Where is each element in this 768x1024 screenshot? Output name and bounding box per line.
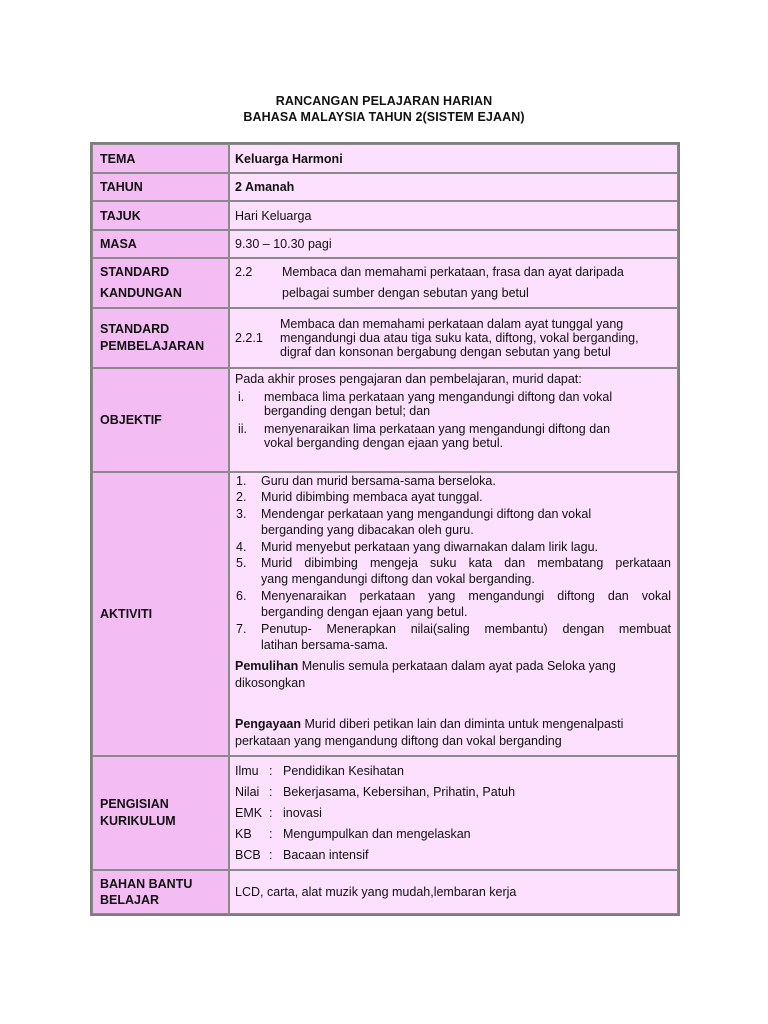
pengayaan-line2: perkataan yang mengandung diftong dan vokal berganding (235, 733, 562, 748)
objektif-item-line1: membaca lima perkataan yang mengandungi diftong dan vokal (264, 390, 613, 404)
standard-kandungan-line2: pelbagai sumber dengan sebutan yang betul (282, 286, 529, 300)
kurikulum-item: EMK : inovasi (235, 805, 322, 820)
label-bahan-line1: BAHAN BANTU (100, 877, 193, 891)
table-row-aktiviti (92, 472, 678, 756)
label-bahan-bantu (92, 870, 229, 914)
label-masa: MASA (92, 230, 229, 258)
value-standard-pembelajaran (229, 308, 678, 368)
value-bahan-bantu: LCD, carta, alat muzik yang mudah,lembaran kerja (229, 870, 678, 914)
pemulihan-text: Menulis semula perkataan dalam ayat pada Seloka yang (298, 659, 616, 674)
aktiviti-step: 2. Murid dibimbing membaca ayat tunggal. (236, 490, 483, 505)
label-standard-pembelajaran-line2: PEMBELAJARAN (100, 339, 205, 353)
label-standard-kandungan (92, 258, 229, 308)
label-tahun: TAHUN (92, 173, 229, 201)
table-row-objektif (92, 368, 678, 472)
label-pengisian-line2: KURIKULUM (100, 814, 176, 828)
value-objektif (229, 368, 678, 472)
objektif-item-line2: vokal berganding dengan ejaan yang betul. (264, 436, 504, 450)
objektif-list (235, 390, 671, 450)
objektif-item (235, 422, 671, 450)
aktiviti-step: 4. Murid menyebut perkataan yang diwarnakan dalam lirik lagu. (236, 539, 598, 554)
label-standard-pembelajaran-line1: STANDARD (100, 322, 170, 336)
kurikulum-item: KB : Mengumpulkan dan mengelaskan (235, 826, 471, 841)
table-row-tema (92, 144, 678, 173)
value-tahun: 2 Amanah (229, 173, 678, 201)
table-row-masa (92, 230, 678, 258)
standard-pembelajaran-number: 2.2.1 (235, 331, 263, 345)
label-objektif: OBJEKTIF (92, 368, 229, 472)
kurikulum-item: Ilmu : Pendidikan Kesihatan (235, 763, 404, 778)
aktiviti-step: 3. Mendengar perkataan yang mengandungi diftong dan vokal berganding yang dibacakan oleh guru. (236, 506, 592, 538)
value-tema: Keluarga Harmoni (229, 144, 678, 173)
kurikulum-item: BCB : Bacaan intensif (235, 847, 369, 862)
objektif-item-line1: menyenaraikan lima perkataan yang mengandungi diftong dan (264, 422, 611, 436)
table-row-tajuk (92, 201, 678, 230)
label-pengisian-kurikulum (92, 756, 229, 870)
label-tema: TEMA (92, 144, 229, 173)
value-masa: 9.30 – 10.30 pagi (229, 230, 678, 258)
objektif-item-line2: berganding dengan betul; dan (264, 404, 431, 418)
value-tajuk: Hari Keluarga (229, 201, 678, 230)
table-row-bahan-bantu (92, 870, 678, 914)
value-aktiviti (229, 472, 678, 756)
objektif-marker: ii. (238, 422, 248, 436)
value-standard-kandungan (229, 258, 678, 308)
pengayaan-label: Pengayaan (235, 717, 302, 732)
aktiviti-step: 6. Menyenaraikan perkataan yang mengandungi diftong dan vokal berganding dengan ejaan yang betul. (236, 588, 671, 620)
objektif-marker: i. (238, 390, 245, 404)
aktiviti-list (235, 473, 671, 653)
table-row-standard-pembelajaran (92, 308, 678, 368)
value-pengisian-kurikulum (229, 756, 678, 870)
label-standard-kandungan-line1: STANDARD (100, 265, 170, 279)
standard-pembelajaran-line1: Membaca dan memahami perkataan dalam ayat tunggal yang (280, 317, 624, 331)
label-aktiviti: AKTIVITI (92, 472, 229, 756)
table-row-pengisian-kurikulum (92, 756, 678, 870)
aktiviti-step: 7. Penutup- Menerapkan nilai(saling membantu) dengan membuat latihan bersama-sama. (236, 621, 671, 653)
aktiviti-step: 1. Guru dan murid bersama-sama berseloka. (236, 474, 496, 488)
lesson-plan-table (90, 142, 680, 916)
standard-kandungan-line1: Membaca dan memahami perkataan, frasa dan ayat daripada (282, 265, 624, 279)
pemulihan-line2: dikosongkan (235, 675, 306, 690)
label-bahan-line2: BELAJAR (100, 893, 160, 907)
standard-pembelajaran-line2: mengandungi dua atau tiga suku kata, diftong, vokal berganding, (280, 331, 639, 345)
pemulihan-block (235, 658, 671, 691)
label-tajuk: TAJUK (92, 201, 229, 230)
kurikulum-item: Nilai : Bekerjasama, Kebersihan, Prihatin, Patuh (235, 784, 516, 799)
label-pengisian-line1: PENGISIAN (100, 797, 169, 811)
objektif-intro: Pada akhir proses pengajaran dan pembelajaran, murid dapat: (235, 372, 582, 386)
table-row-standard-kandungan (92, 258, 678, 308)
table-row-tahun (92, 173, 678, 201)
document-title: RANCANGAN PELAJARAN HARIAN (275, 94, 493, 108)
label-standard-pembelajaran (92, 308, 229, 368)
label-standard-kandungan-line2: KANDUNGAN (100, 286, 182, 300)
standard-kandungan-number: 2.2 (235, 265, 253, 279)
pengayaan-text: Murid diberi petikan lain dan diminta untuk mengenalpasti (301, 717, 624, 732)
aktiviti-step: 5. Murid dibimbing mengeja suku kata dan membatang perkataan yang mengandungi diftong dan vokal berganding. (236, 556, 671, 587)
document-subtitle: BAHASA MALAYSIA TAHUN 2(SISTEM EJAAN) (243, 110, 525, 124)
objektif-item (235, 390, 671, 418)
pemulihan-label: Pemulihan (235, 659, 299, 674)
pengayaan-block (235, 716, 671, 749)
standard-pembelajaran-line3: digraf dan konsonan bergabung dengan sebutan yang betul (280, 345, 611, 359)
